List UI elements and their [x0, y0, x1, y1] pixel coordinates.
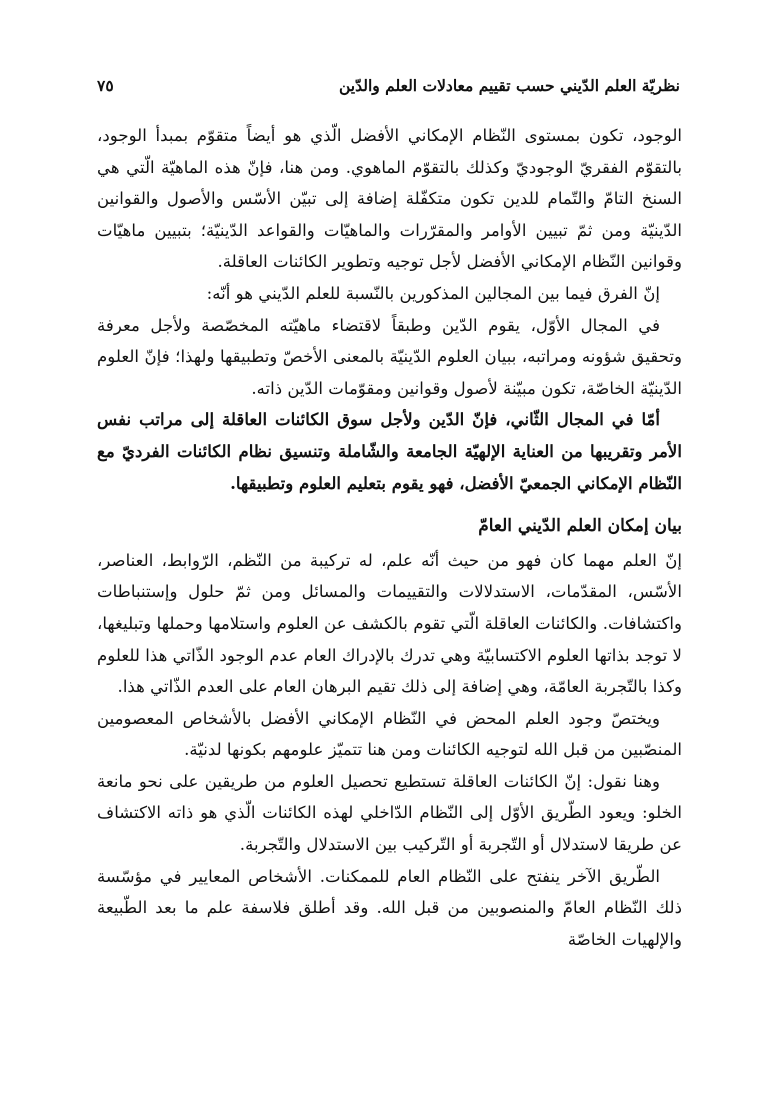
- paragraph: ويختصّ وجود العلم المحض في النّظام الإمكاني الأفضل بالأشخاص المعصومين المنصّبين من قبل الله لتوجيه الكائنات ومن هنا تتميّز علومهم بكونها لدنيّة.: [97, 708, 682, 760]
- section-heading: بيان إمكان العلم الدّيني العامّ: [478, 516, 682, 537]
- paragraph: الوجود، تكون بمستوى النّظام الإمكاني الأفضل الّذي هو أيضاً متقوّم بمبدأ الوجود، بالتقوّم الفقريّ الوجوديّ وكذلك بالتقوّم الماهوي. ومن هنا، فإنّ هذه الماهيّة الّتي هي السنخ التامّ والتّمام للدين تكون متكفّلة إضافة إلى تبيّن الأسّس والأصول والقوانين الدّينيّة ومن ثمّ تبيين الأوامر والمقرّرات والماهيّات والقواعد الدّينيّة؛ بتبيين ماهيّات وقوانين النّظام الإمكاني الأفضل لأجل توجيه وتطوير الكائنات العاقلة.: [97, 126, 682, 272]
- paragraph: الطّريق الآخر ينفتح على النّظام العام للممكنات. الأشخاص المعايير في مؤسّسة ذلك النّظام العامّ والمنصوبين من قبل الله. وقد أطلق فلاسفة علم ما بعد الطّبيعة والإلهيات الخاصّة: [97, 866, 682, 949]
- page-number: ٧٥: [97, 76, 114, 95]
- paragraph: إنّ العلم مهما كان فهو من حيث أنّه علم، له تركيبة من النّظم، الرّوابط، العناصر، الأسّس، المقدّمات، الاستدلالات والتقييمات والمسائل ومن ثمّ حلول وإستنباطات واكتشافات. والكائنات العاقلة الّتي تقوم بالكشف عن العلوم واستلامها وحملها وتبليغها، لا توجد بذاتها العلوم الاكتسابيّة وهي تدرك بالإدراك العام عدم الوجود الذّاتي هذا للعلوم وكذا بالتّجربة العامّة، وهي إضافة إلى ذلك تقيم البرهان العام على العدم الذّاتي هذا.: [97, 550, 682, 697]
- body-text: [97, 120, 682, 955]
- paragraph: أمّا في المجال الثّاني، فإنّ الدّين ولأجل سوق الكائنات العاقلة إلى مراتب نفس الأمر وتقريبها من العناية الإلهيّة الجامعة والشّاملة وتنسيق نظام الكائنات الفرديّ مع النّظام الإمكاني الجمعيّ الأفضل، فهو يقوم بتعليم العلوم وتطبيقها.: [97, 409, 682, 493]
- page-header: [97, 76, 680, 104]
- paragraph: إنّ الفرق فيما بين المجالين المذكورين بالنّسبة للعلم الدّيني هو أنّه:: [206, 283, 660, 303]
- running-title: نظريّة العلم الدّيني حسب تقييم معادلات العلم والدّين: [338, 76, 680, 95]
- paragraph: وهنا نقول: إنّ الكائنات العاقلة تستطيع تحصيل العلوم من طريقين على نحو مانعة الخلو: ويعود الطّريق الأوّل إلى النّظام الدّاخلي لهذه الكائنات الّذي هو ذاته الاكتشاف عن طريقا لاستدلال أو التّجربة أو التّركيب بين الاستدلال والتّجربة.: [97, 771, 682, 855]
- paragraph: في المجال الأوّل، يقوم الدّين وطبقاً لاقتضاء ماهيّته المخصّصة ولأجل معرفة وتحقيق شؤونه ومراتبه، ببيان العلوم الدّينيّة بالمعنى الأخصّ وتطبيقها ولهذا؛ فإنّ العلوم الدّينيّة الخاصّة، تكون مبيّنة لأصول وقوانين ومقوّمات الدّين ذاته.: [97, 315, 682, 398]
